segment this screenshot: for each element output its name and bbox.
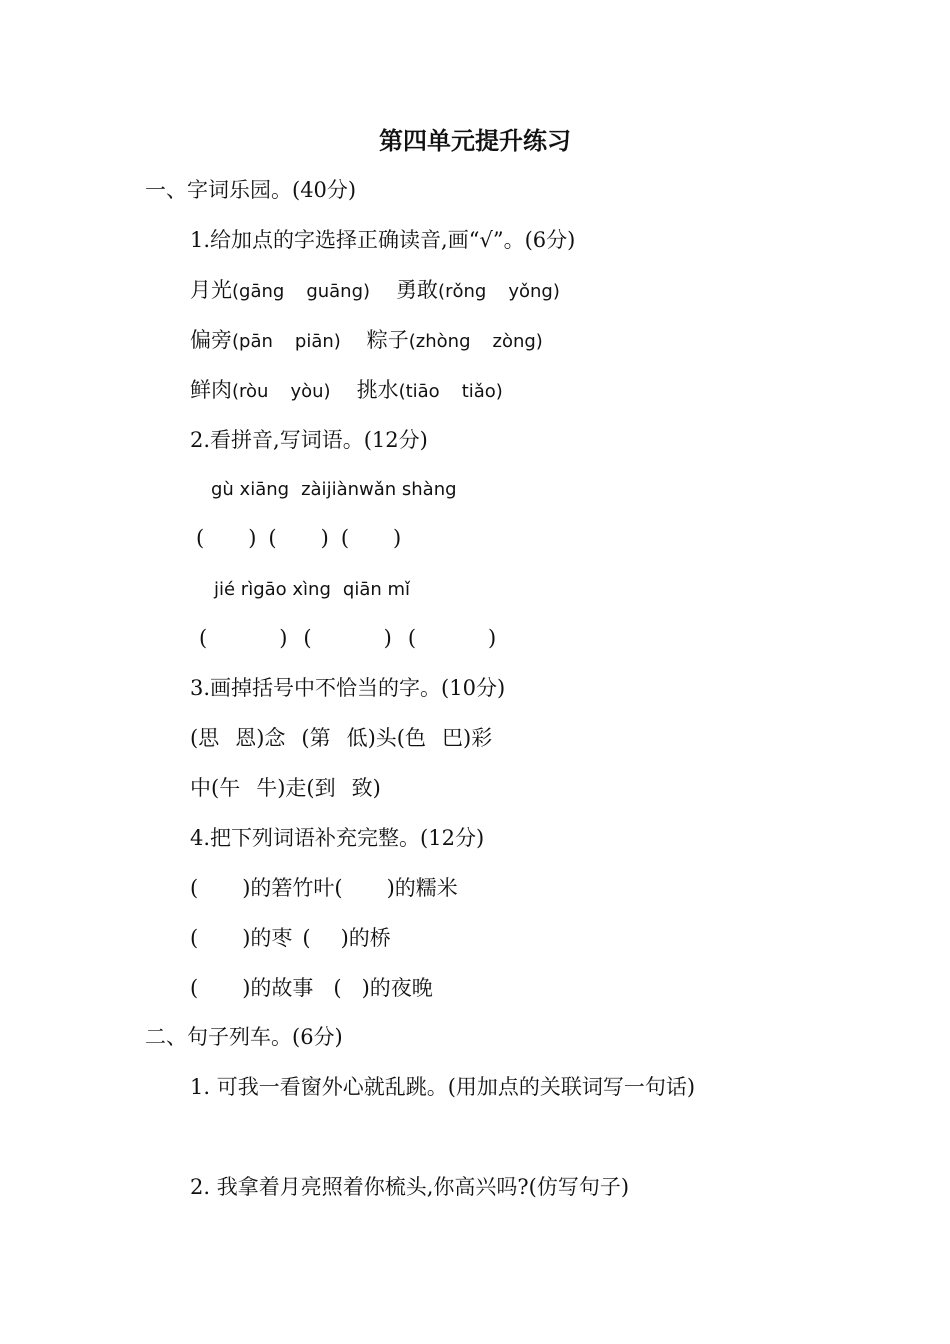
q2-heading: 2.看拼音,写词语。(12分) <box>190 428 428 452</box>
q1-row-3: 鲜肉(ròu yòu) 挑水(tiāo tiǎo) <box>190 378 503 402</box>
s2-q1: 1. 可我一看窗外心就乱跳。(用加点的关联词写一句话) <box>190 1075 696 1099</box>
q2-answer-row-1: ( ) ( ) ( ) <box>196 526 402 550</box>
section2-heading: 二、句子列车。(6分) <box>145 1025 343 1049</box>
q1-row-2: 偏旁(pān piān) 粽子(zhòng zòng) <box>190 328 543 352</box>
q1-heading: 1.给加点的字选择正确读音,画“√”。(6分) <box>190 228 576 252</box>
q2-answer-row-2: ( ) ( ) ( ) <box>199 626 497 650</box>
q3-line-2: 中(午 牛)走(到 致) <box>190 776 381 800</box>
q4-heading: 4.把下列词语补充完整。(12分) <box>190 826 485 850</box>
s2-q2: 2. 我拿着月亮照着你梳头,你高兴吗?(仿写句子) <box>190 1175 630 1199</box>
q3-line-1: (思 恩)念 (第 低)头(色 巴)彩 <box>190 726 493 750</box>
q2-pinyin-row-2: jié rìgāo xìng qiān mǐ <box>214 579 411 600</box>
page-title: 第四单元提升练习 <box>379 126 571 155</box>
q4-line-3: ( )的故事 ( )的夜晚 <box>190 976 433 1000</box>
q3-heading: 3.画掉括号中不恰当的字。(10分) <box>190 676 506 700</box>
q1-row-1: 月光(gāng guāng) 勇敢(rǒng yǒng) <box>190 278 560 302</box>
q4-line-1: ( )的箬竹叶( )的糯米 <box>190 876 458 900</box>
q4-line-2: ( )的枣 ( )的桥 <box>190 926 391 950</box>
q2-pinyin-row-1: gù xiāng zàijiànwǎn shàng <box>211 479 457 500</box>
section1-heading: 一、字词乐园。(40分) <box>145 178 357 202</box>
